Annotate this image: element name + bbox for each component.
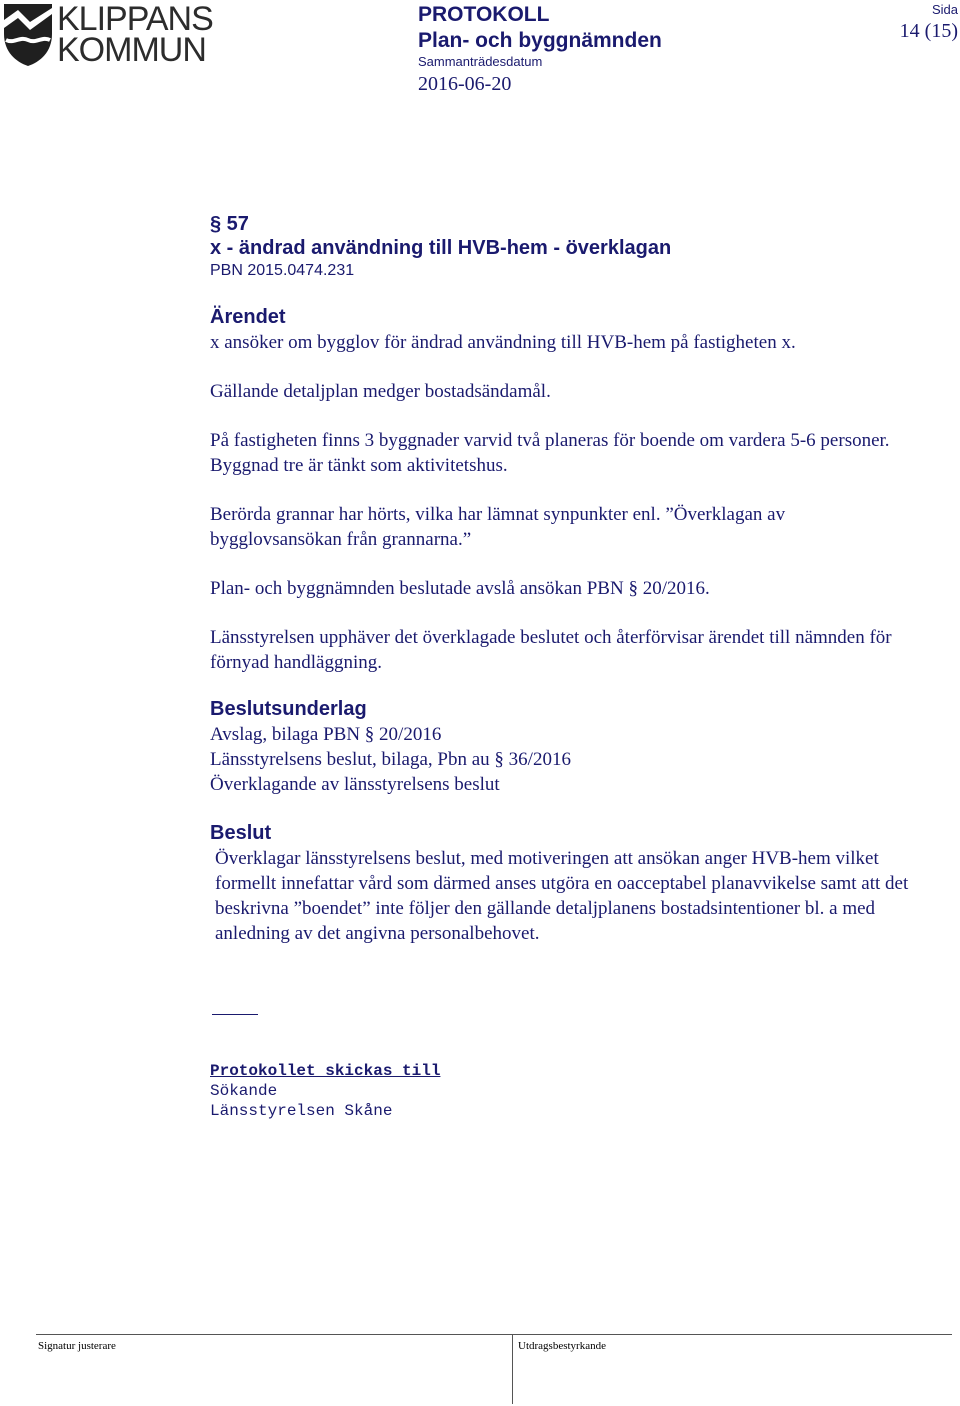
paragraph-number: § 57 (210, 213, 249, 235)
signature-field-label: Signatur justerare (38, 1340, 116, 1352)
distribution-list (210, 1061, 440, 1121)
arendet-paragraph: Gällande detaljplan medger bostadsändamål. (210, 381, 551, 402)
arendet-paragraph: Berörda grannar har hörts, vilka har lämnat synpunkter enl. ”Överklagan av bygglovsansökan från grannarna.” (210, 504, 786, 550)
item-title: x - ändrad användning till HVB-hem - överklagan (210, 237, 672, 259)
section-heading-arendet: Ärendet (210, 306, 286, 328)
arendet-paragraph: Länsstyrelsen upphäver det överklagade beslutet och återförvisar ärendet till nämnden för förnyad handläggning. (210, 627, 892, 673)
logo-text-klippans: KLIPPANS (57, 0, 213, 38)
footer-rule (36, 1334, 952, 1335)
page-label: Sida (931, 2, 958, 17)
municipality-logo (0, 0, 215, 70)
page-number: 14 (15) (899, 20, 958, 42)
basis-item: Avslag, bilaga PBN § 20/2016 (210, 724, 442, 745)
protocol-item (210, 212, 910, 946)
arendet-paragraph: x ansöker om bygglov för ändrad användning till HVB-hem på fastigheten x. (210, 332, 796, 353)
logo-text-kommun: KOMMUN (57, 31, 206, 69)
separator-line (212, 1014, 258, 1015)
arendet-paragraph: På fastigheten finns 3 byggnader varvid två planeras för boende om vardera 5-6 personer. Byggnad tre är tänkt som aktivitetshus. (210, 430, 890, 476)
recipient: Sökande (210, 1082, 278, 1100)
page-indicator (900, 2, 958, 44)
decision-text: Överklagar länsstyrelsens beslut, med motiveringen att ansökan anger HVB-hem vilket formellt innefattar vård som därmed anses utgöra en oacceptabel planavvikelse samt att det beskrivna ”boendet” inte följer den gällande detaljplanens bostadsintentioner bl. a med anledning av det angivna personalbehovet. (215, 848, 909, 944)
distribution-heading: Protokollet skickas till (210, 1062, 441, 1080)
coat-of-arms-icon (0, 0, 56, 68)
recipient: Länsstyrelsen Skåne (210, 1102, 393, 1120)
extract-field-label: Utdragsbestyrkande (518, 1340, 606, 1352)
section-heading-beslut: Beslut (210, 822, 272, 844)
footer-divider (512, 1334, 513, 1404)
document-header (418, 2, 662, 97)
document-type: PROTOKOLL (418, 3, 550, 26)
case-reference: PBN 2015.0474.231 (210, 262, 355, 279)
meeting-date-label: Sammanträdesdatum (418, 54, 543, 69)
basis-item: Länsstyrelsens beslut, bilaga, Pbn au § 36/2016 (210, 749, 571, 770)
basis-item: Överklagande av länsstyrelsens beslut (210, 774, 500, 795)
section-heading-beslutsunderlag: Beslutsunderlag (210, 698, 367, 720)
meeting-date: 2016-06-20 (418, 73, 512, 95)
committee-name: Plan- och byggnämnden (418, 29, 662, 52)
arendet-paragraph: Plan- och byggnämnden beslutade avslå ansökan PBN § 20/2016. (210, 578, 710, 599)
